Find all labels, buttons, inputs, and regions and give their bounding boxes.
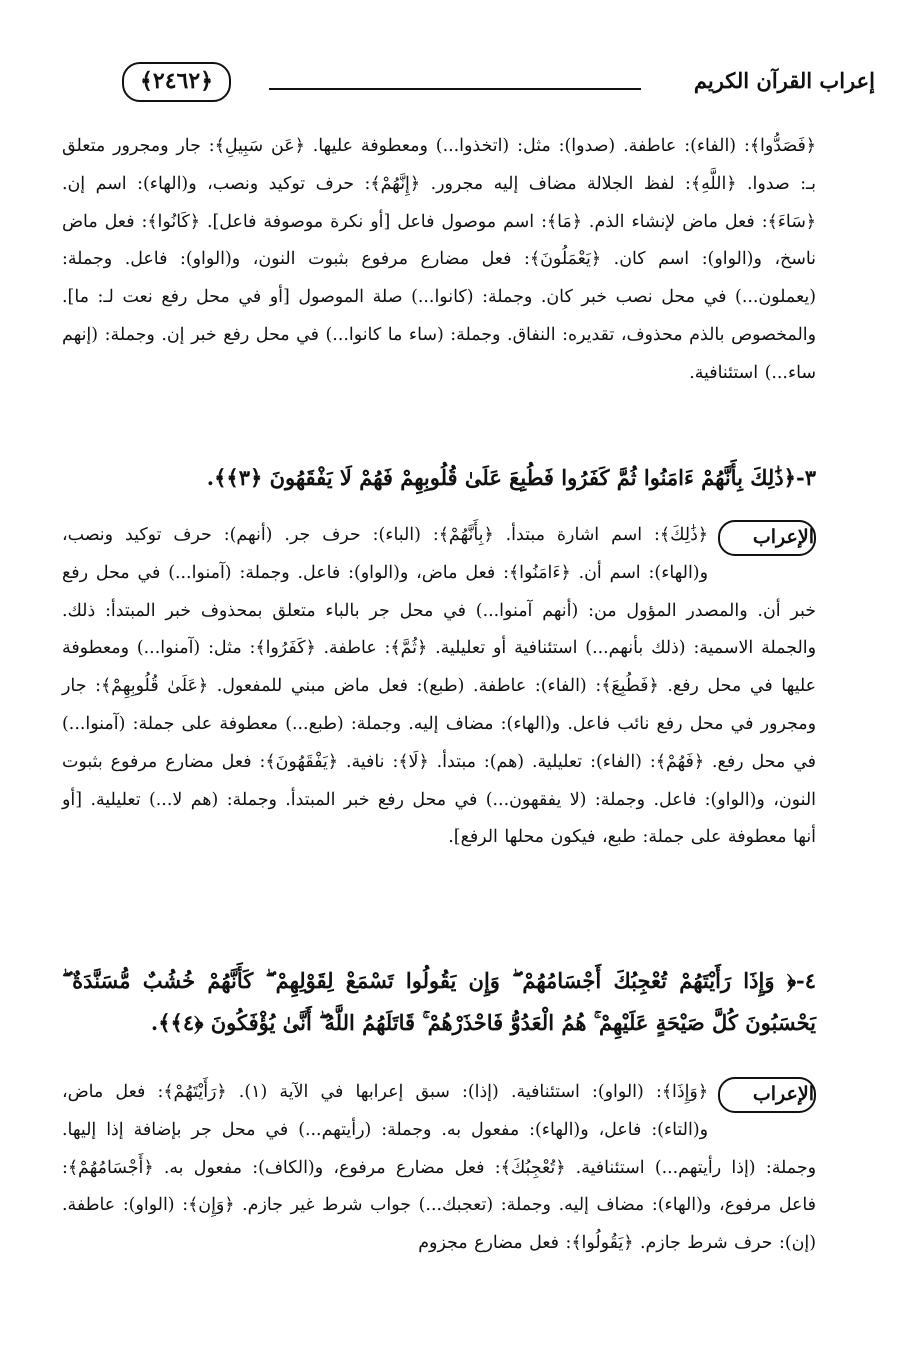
verse-4: [62, 960, 816, 1044]
irab3-block: [62, 517, 816, 857]
header-rule: [269, 88, 641, 90]
irab4-paragraph: ﴿وَإِذَا﴾: (الواو): استئنافية. (إذا): سبق إعرابها في الآية (١). ﴿رَأَيْتَهُمْ﴾: فعل ماض، و(التاء): فاعل، و(الهاء): مفعول به. وجملة: (رأيتهم...) في محل جر بإضافة إذا إليها. وجملة: (إذا رأيتهم...) استئنافية. ﴿تُعْجِبُكَ﴾: فعل مضارع مرفوع، و(الكاف): مفعول به. ﴿أَجْسَامُهُمْ﴾: فاعل مرفوع، و(الهاء): مضاف إليه. وجملة: (تعجبك...) جواب شرط غير جازم. ﴿وَإِن﴾: (الواو): عاطفة. (إن): حرف شرط جازم. ﴿يَقُولُوا﴾: فعل مضارع مجزوم: [62, 1082, 816, 1254]
book-title: إعراب القرآن الكريم: [693, 68, 875, 93]
irab4-block: [62, 1074, 816, 1263]
verse-3-text: ٣-﴿ذَٰلِكَ بِأَنَّهُمْ ءَامَنُوا ثُمَّ كَفَرُوا فَطُبِعَ عَلَىٰ قُلُوبِهِمْ فَهُمْ لَا يَفْقَهُونَ ﴿٣﴾﴾.: [206, 465, 816, 490]
irab-badge: الإعراب: [718, 520, 816, 556]
page-number: ﴿٢٤٦٢﴾: [122, 62, 231, 102]
irab-badge: الإعراب: [718, 1077, 816, 1113]
running-header: [40, 62, 875, 106]
verse-3: [62, 457, 816, 499]
block1: [62, 128, 816, 393]
verse-4-text: ٤-﴿ وَإِذَا رَأَيْتَهُمْ تُعْجِبُكَ أَجْسَامُهُمْ ۖ وَإِن يَقُولُوا تَسْمَعْ لِقَوْلِهِمْ ۖ كَأَنَّهُمْ خُشُبٌ مُّسَنَّدَةٌ ۖ يَحْسَبُونَ كُلَّ صَيْحَةٍ عَلَيْهِمْ ۚ هُمُ الْعَدُوُّ فَاحْذَرْهُمْ ۚ قَاتَلَهُمُ اللَّهُ ۖ أَنَّىٰ يُؤْفَكُونَ ﴿٤﴾﴾.: [62, 968, 816, 1035]
block1-paragraph: ﴿فَصَدُّوا﴾: (الفاء): عاطفة. (صدوا): مثل: (اتخذوا...) ومعطوفة عليها. ﴿عَن سَبِيلِ﴾: جار ومجرور متعلق بـ: صدوا. ﴿اللَّهِ﴾: لفظ الجلالة مضاف إليه مجرور. ﴿إِنَّهُمْ﴾: حرف توكيد ونصب، و(الهاء): اسم إن. ﴿سَاءَ﴾: فعل ماض لإنشاء الذم. ﴿مَا﴾: اسم موصول فاعل [أو نكرة موصوفة فاعل]. ﴿كَانُوا﴾: فعل ماض ناسخ، و(الواو): اسم كان. ﴿يَعْمَلُونَ﴾: فعل مضارع مرفوع بثبوت النون، و(الواو): فاعل. وجملة: (يعملون...) في محل نصب خبر كان. وجملة: (كانوا...) صلة الموصول [أو في محل رفع نعت لـ: ما]. والمخصوص بالذم محذوف، تقديره: النفاق. وجملة: (ساء ما كانوا...) في محل رفع خبر إن. وجملة: (إنهم ساء...) استئنافية.: [62, 136, 816, 383]
irab3-paragraph: ﴿ذَٰلِكَ﴾: اسم اشارة مبتدأ. ﴿بِأَنَّهُمْ﴾: (الباء): حرف جر. (أنهم): حرف توكيد ونصب، و(الهاء): اسم أن. ﴿ءَامَنُوا﴾: فعل ماض، و(الواو): فاعل. وجملة: (آمنوا...) في محل رفع خبر أن. والمصدر المؤول من: (أنهم آمنوا...) في محل جر بالباء متعلق بمحذوف خبر المبتدأ: ذلك. والجملة الاسمية: (ذلك بأنهم...) استئنافية أو تعليلية. ﴿ثُمَّ﴾: عاطفة. ﴿كَفَرُوا﴾: مثل: (آمنوا...) ومعطوفة عليها في محل رفع. ﴿فَطُبِعَ﴾: (الفاء): عاطفة. (طبع): فعل ماض مبني للمفعول. ﴿عَلَىٰ قُلُوبِهِمْ﴾: جار ومجرور في محل رفع نائب فاعل. و(الهاء): مضاف إليه. وجملة: (طبع...) معطوفة على جملة: (آمنوا...) في محل رفع. ﴿فَهُمْ﴾: (الفاء): تعليلية. (هم): مبتدأ. ﴿لَا﴾: نافية. ﴿يَفْقَهُونَ﴾: فعل مضارع مرفوع بثبوت النون، و(الواو): فاعل. وجملة: (لا يفقهون...) في محل رفع خبر المبتدأ. وجملة: (هم لا...) تعليلية. [أو أنها معطوفة على جملة: طبع، فيكون محلها الرفع].: [62, 525, 816, 848]
